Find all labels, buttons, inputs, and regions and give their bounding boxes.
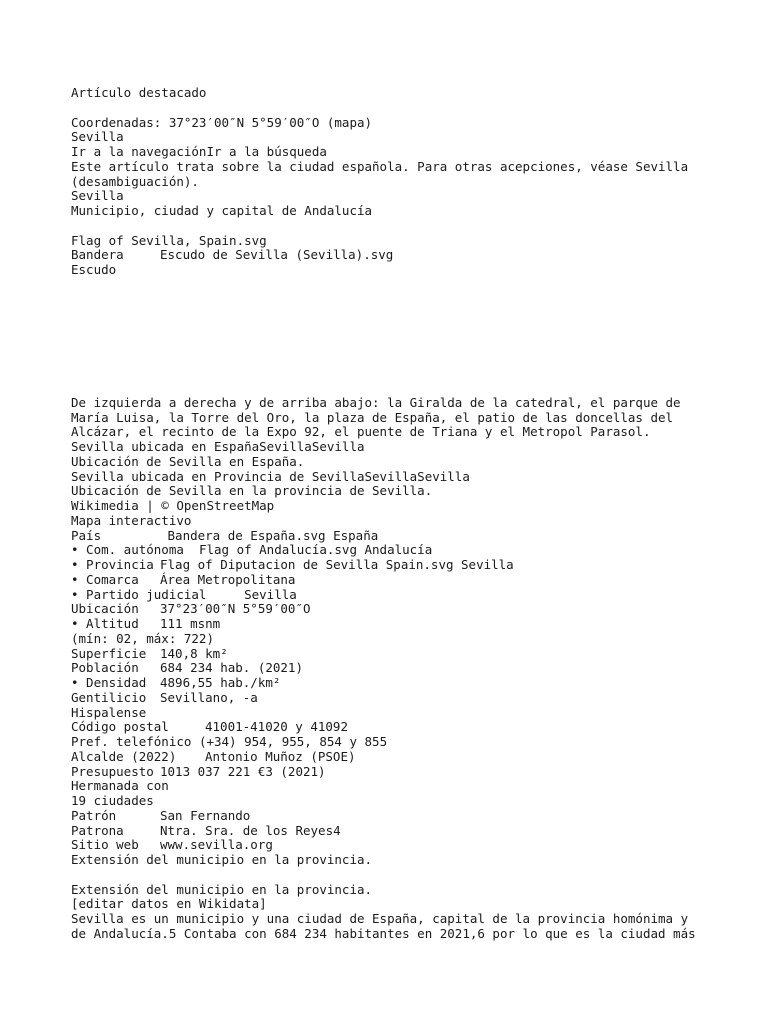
montage-image-area xyxy=(71,278,711,396)
row-value: 41001-41020 y 41092 xyxy=(205,719,348,735)
infobox-subtitle: Municipio, ciudad y capital de Andalucía xyxy=(71,203,373,218)
infobox-row-ubicacion xyxy=(71,602,711,617)
infobox-row-patrona xyxy=(71,824,711,839)
twinned-value[interactable]: 19 ciudades xyxy=(71,793,154,808)
row-label: País xyxy=(71,527,102,543)
row-value[interactable]: Sevilla xyxy=(206,586,297,602)
extension-caption-repeat: Extensión del municipio en la provincia. xyxy=(71,881,373,897)
coat-label: Escudo xyxy=(71,262,117,277)
infobox-row-codigo-postal xyxy=(71,720,711,735)
row-label: • Com. autónoma xyxy=(71,542,184,558)
interactive-map-link[interactable]: Mapa interactivo xyxy=(71,512,192,528)
infobox-row-densidad xyxy=(71,676,711,691)
row-value[interactable]: Antonio Muñoz (PSOE) xyxy=(205,748,356,764)
spacer xyxy=(71,219,711,234)
hatnote-line-1: Este artículo trata sobre la ciudad española. Para otras acepciones, véase Sevilla xyxy=(71,158,689,174)
row-value: 1013 037 221 €3 (2021) xyxy=(160,763,326,779)
flag-image-alt[interactable]: Flag of Sevilla, Spain.svg xyxy=(71,232,267,248)
map-spain-alt[interactable]: Sevilla ubicada en EspañaSevillaSevilla xyxy=(71,439,365,454)
spacer xyxy=(71,101,711,116)
row-value: Sevillano, -a xyxy=(160,689,258,705)
map-province-caption: Ubicación de Sevilla en la provincia de Sevilla. xyxy=(71,483,433,499)
map-province-alt[interactable]: Sevilla ubicada en Provincia de SevillaSevillaSevilla xyxy=(71,468,470,484)
infobox-row-presupuesto xyxy=(71,765,711,780)
infobox-row-poblacion xyxy=(71,661,711,676)
row-value[interactable]: Flag of Andalucía.svg Andalucía xyxy=(183,542,433,558)
infobox-row-comarca xyxy=(71,573,711,588)
montage-caption-3: Alcázar, el recinto de la Expo 92, el puente de Triana y el Metropol Parasol. xyxy=(71,424,651,440)
row-label: • Densidad xyxy=(71,675,147,690)
edit-wikidata-link[interactable]: [editar datos en Wikidata] xyxy=(71,896,267,912)
intro-paragraph-line-1: Sevilla es un municipio y una ciudad de España, capital de la provincia homónima y xyxy=(71,911,689,926)
row-label: Presupuesto xyxy=(71,763,154,779)
article-page xyxy=(71,86,711,942)
gentilicio-alt: Hispalense xyxy=(71,704,147,720)
flag-label: Bandera xyxy=(71,247,124,263)
row-value[interactable]: Área Metropolitana xyxy=(160,571,296,587)
row-label: • Altitud xyxy=(71,616,139,631)
row-label: Alcalde (2022) xyxy=(71,748,177,764)
infobox-row-provincia xyxy=(71,558,711,573)
intro-paragraph-line-2: de Andalucía.5 Contaba con 684 234 habitantes en 2021,6 por lo que es la ciudad más xyxy=(71,925,696,941)
flag-coat-row xyxy=(71,248,711,263)
row-label: Patrón xyxy=(71,807,117,823)
row-label: Superficie xyxy=(71,645,147,661)
infobox-row-pais xyxy=(71,529,711,544)
row-value: (+34) 954, 955, 854 y 855 xyxy=(191,734,388,749)
row-value: 111 msnm xyxy=(160,616,221,631)
row-label: Población xyxy=(71,660,139,676)
row-label: • Partido judicial xyxy=(71,586,207,602)
altitude-range: (mín: 02, máx: 722) xyxy=(71,630,214,646)
spacer xyxy=(71,868,711,883)
featured-label: Artículo destacado xyxy=(71,85,207,100)
infobox-row-alcalde xyxy=(71,750,711,765)
hatnote-line-2[interactable]: (desambiguación). xyxy=(71,173,199,189)
row-value[interactable]: Flag of Diputacion de Sevilla Spain.svg Sevilla xyxy=(160,557,514,572)
infobox-name: Sevilla xyxy=(71,188,124,204)
row-value[interactable]: 37°23′00″N 5°59′00″O xyxy=(160,601,311,617)
twinned-label: Hermanada con xyxy=(71,778,169,794)
map-credit[interactable]: Wikimedia | © OpenStreetMap xyxy=(71,498,275,513)
coat-image-alt[interactable]: Escudo de Sevilla (Sevilla).svg xyxy=(160,247,394,263)
infobox-row-comunidad xyxy=(71,543,711,558)
page-title: Sevilla xyxy=(71,129,124,145)
montage-caption-1: De izquierda a derecha y de arriba abajo: la Giralda de la catedral, el parque de xyxy=(71,394,681,410)
skip-links[interactable]: Ir a la navegaciónIr a la búsqueda xyxy=(71,144,327,159)
infobox-row-partido xyxy=(71,588,711,603)
row-label: Patrona xyxy=(71,822,124,838)
map-spain-caption: Ubicación de Sevilla en España. xyxy=(71,453,305,469)
infobox-row-superficie xyxy=(71,647,711,662)
extension-caption: Extensión del municipio en la provincia. xyxy=(71,852,373,867)
row-label: • Provincia xyxy=(71,557,154,572)
row-label: Gentilicio xyxy=(71,689,147,705)
row-value: 140,8 km² xyxy=(160,645,228,661)
row-label: • Comarca xyxy=(71,571,139,587)
montage-caption-2: María Luisa, la Torre del Oro, la plaza de España, el patio de las doncellas del xyxy=(71,409,674,425)
infobox-row-patron xyxy=(71,809,711,824)
coordinates-link[interactable]: Coordenadas: 37°23′00″N 5°59′00″O (mapa) xyxy=(71,114,373,130)
row-value: 4896,55 hab./km² xyxy=(160,675,281,690)
row-value[interactable]: Ntra. Sra. de los Reyes4 xyxy=(160,822,341,838)
infobox-row-prefijo xyxy=(71,735,711,750)
row-value[interactable]: Bandera de España.svg España xyxy=(160,527,379,543)
infobox-row-altitud xyxy=(71,617,711,632)
infobox-row-gentilicio xyxy=(71,691,711,706)
row-label: Pref. telefónico xyxy=(71,734,192,749)
row-value: 684 234 hab. (2021) xyxy=(160,660,303,676)
website-link[interactable]: www.sevilla.org xyxy=(160,837,273,853)
row-value[interactable]: San Fernando xyxy=(160,807,251,823)
row-label: Sitio web xyxy=(71,837,139,853)
row-label: Código postal xyxy=(71,719,169,735)
infobox-row-sitio-web xyxy=(71,838,711,853)
row-label: Ubicación xyxy=(71,601,139,617)
